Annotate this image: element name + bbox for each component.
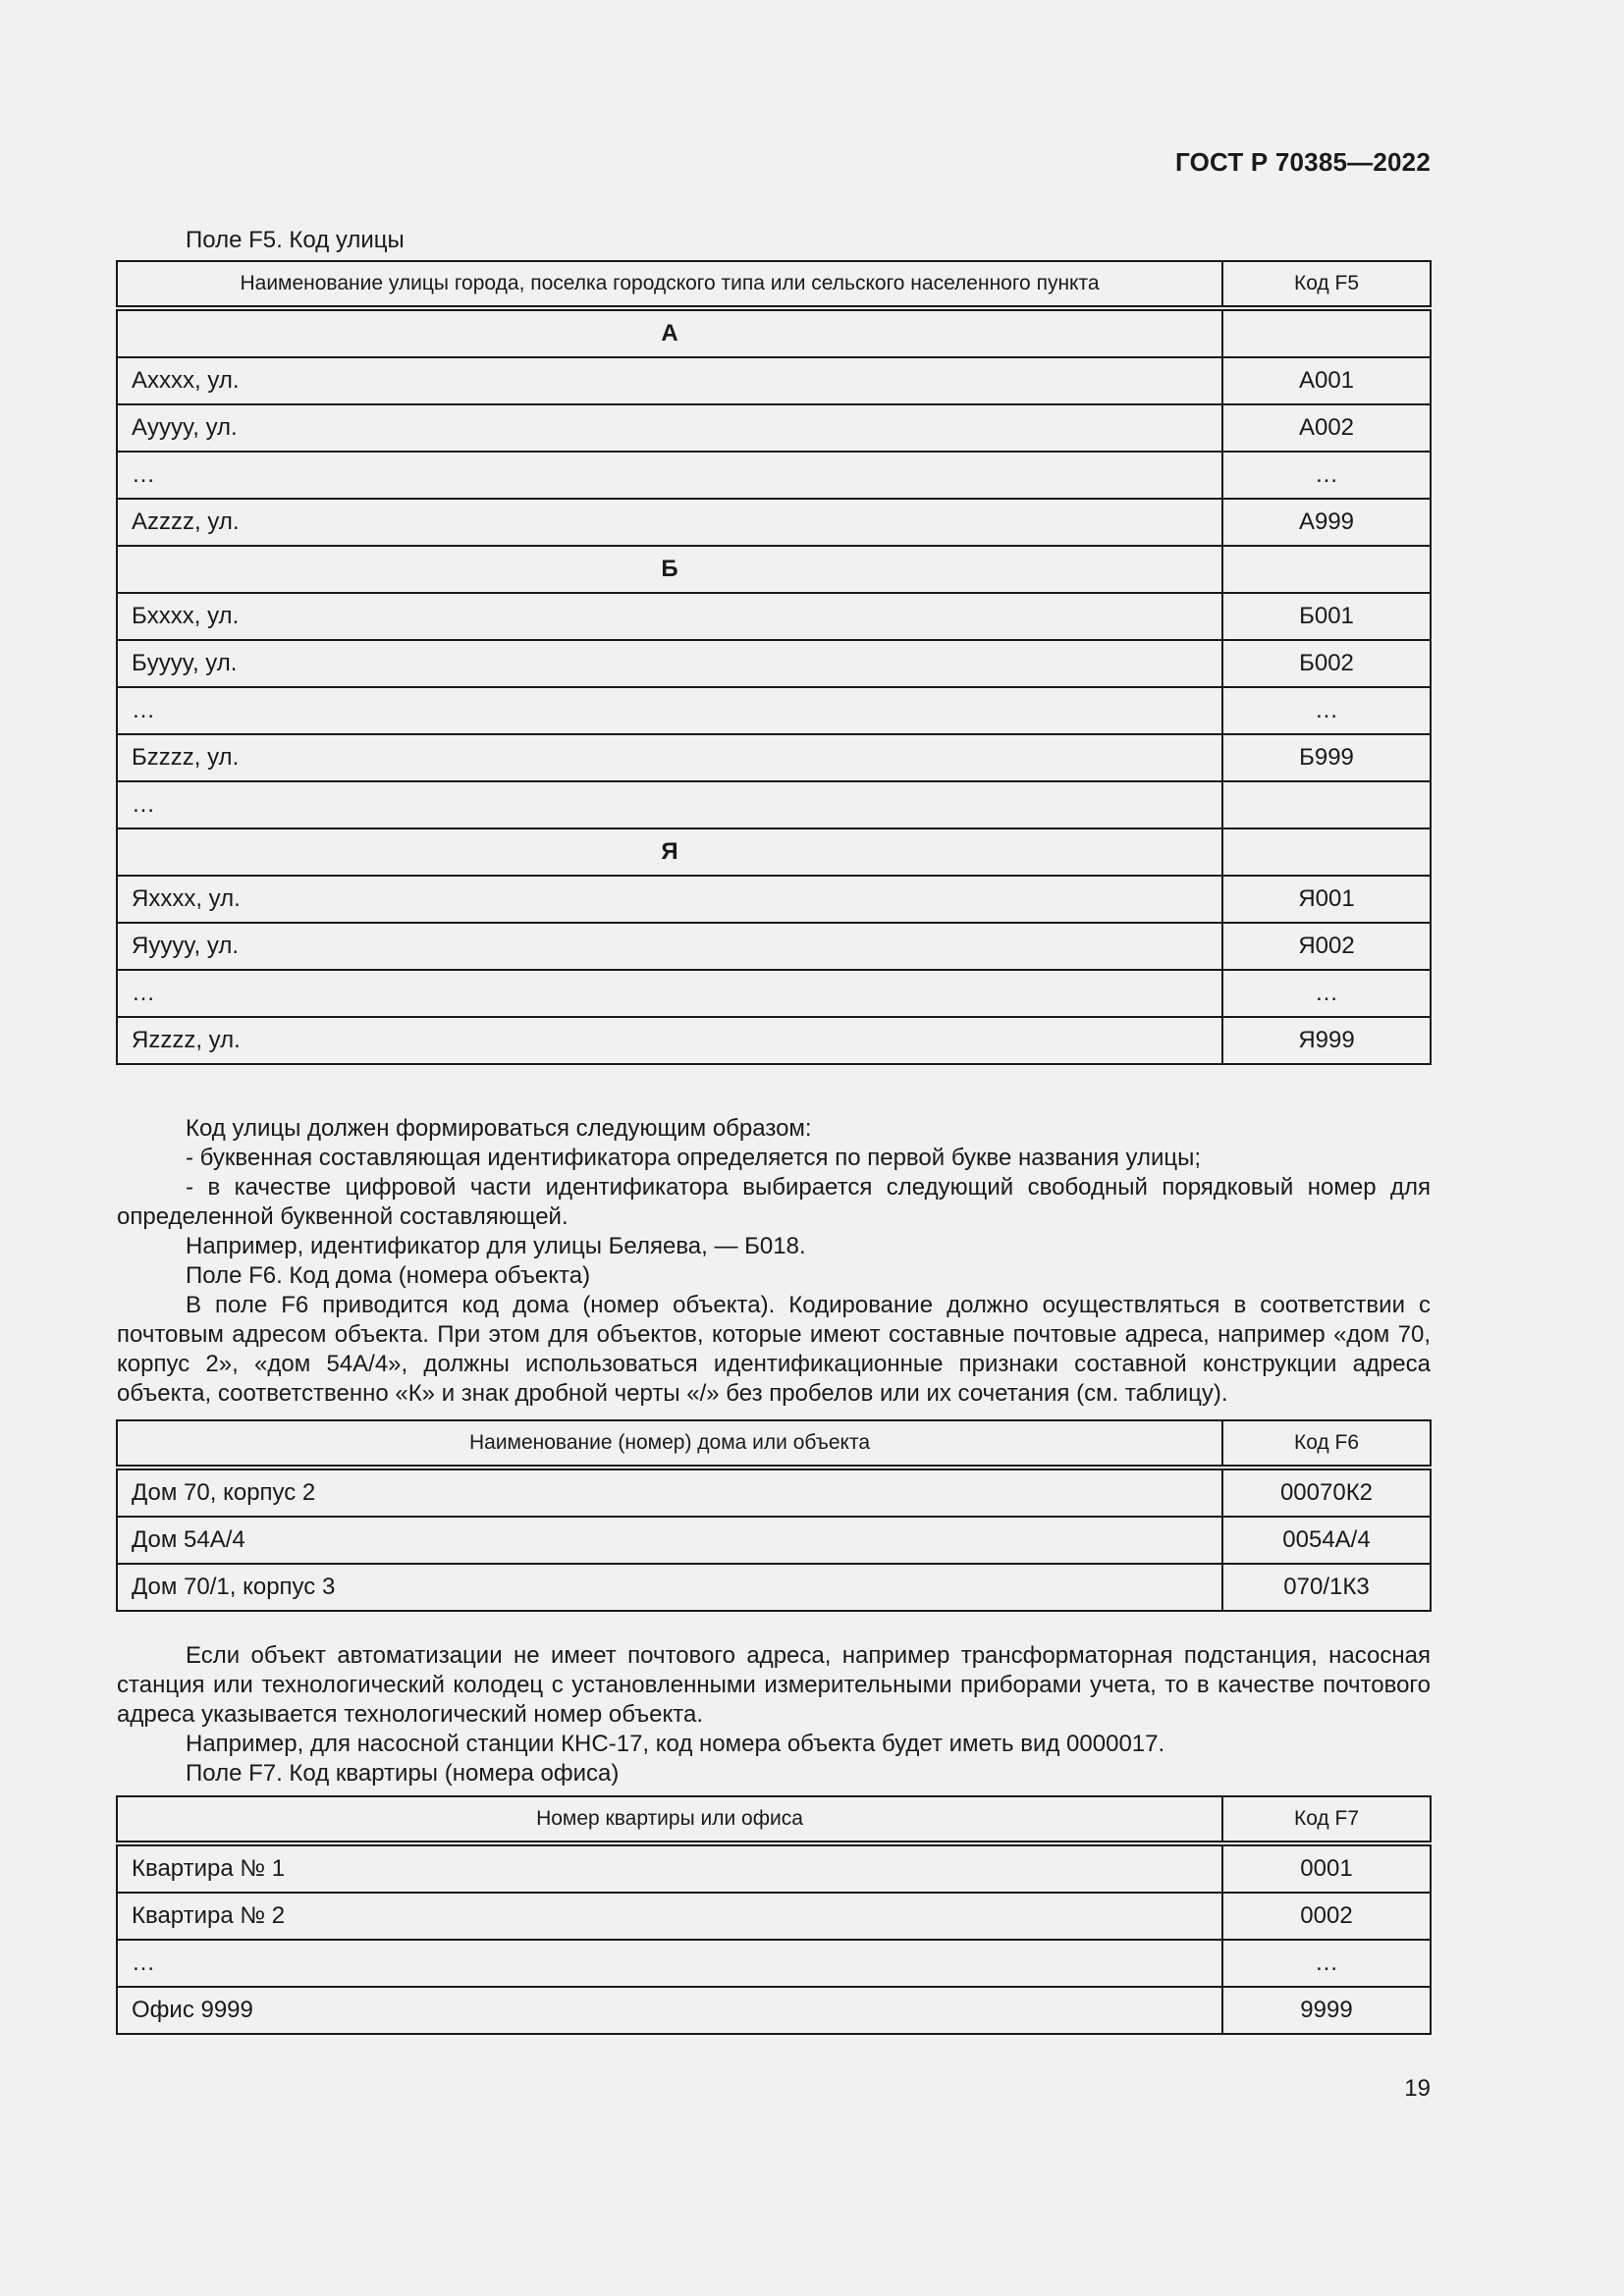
table-row — [117, 1468, 1431, 1517]
name-cell: Офис 9999 — [117, 1987, 1222, 2034]
code-cell: Б001 — [1222, 593, 1431, 640]
column-header-code: Код F7 — [1222, 1796, 1431, 1843]
letter-group-row — [117, 546, 1431, 593]
field-f7-label: Поле F7. Код квартиры (номера офиса) — [186, 1760, 620, 1787]
code-cell: … — [1222, 452, 1431, 499]
table-row — [117, 1893, 1431, 1940]
table-header-row — [117, 1420, 1431, 1468]
code-cell: 070/1К3 — [1222, 1564, 1431, 1611]
table-row — [117, 499, 1431, 546]
code-cell: 0001 — [1222, 1843, 1431, 1893]
column-header-code: Код F5 — [1222, 261, 1431, 308]
table-row — [117, 876, 1431, 923]
table-row — [117, 404, 1431, 452]
column-header-name: Номер квартиры или офиса — [117, 1796, 1222, 1843]
column-header-name: Наименование улицы города, поселка городского типа или сельского населенного пункта — [117, 261, 1222, 308]
code-cell: … — [1222, 970, 1431, 1017]
code-cell: … — [1222, 687, 1431, 734]
name-cell: Бxxxx, ул. — [117, 593, 1222, 640]
name-cell: Яzzzz, ул. — [117, 1017, 1222, 1064]
name-cell: Бyyyy, ул. — [117, 640, 1222, 687]
code-cell: 0002 — [1222, 1893, 1431, 1940]
column-header-name: Наименование (номер) дома или объекта — [117, 1420, 1222, 1468]
table-header-row — [117, 261, 1431, 308]
code-cell: Б999 — [1222, 734, 1431, 781]
table-row — [117, 1517, 1431, 1564]
code-cell — [1222, 781, 1431, 828]
code-cell: 0054А/4 — [1222, 1517, 1431, 1564]
table-row — [117, 970, 1431, 1017]
table-row — [117, 687, 1431, 734]
name-cell: … — [117, 1940, 1222, 1987]
apartment-code-table — [116, 1795, 1432, 2035]
code-cell: А002 — [1222, 404, 1431, 452]
table-row — [117, 1940, 1431, 1987]
table-row — [117, 734, 1431, 781]
table-row — [117, 593, 1431, 640]
code-cell: 00070К2 — [1222, 1468, 1431, 1517]
paragraph-no-address: Если объект автоматизации не имеет почтового адреса, например трансформаторная подстанция, насосная станция или технологический колодец с установленными измерительными приборами учета, то в качестве почтового адреса указывается технологический номер объекта. — [117, 1642, 1431, 1728]
name-cell: Яyyyy, ул. — [117, 923, 1222, 970]
name-cell: Дом 70/1, корпус 3 — [117, 1564, 1222, 1611]
name-cell: … — [117, 970, 1222, 1017]
name-cell: Дом 54А/4 — [117, 1517, 1222, 1564]
paragraph-example-f5: Например, идентификатор для улицы Беляева, — Б018. — [186, 1233, 806, 1259]
table-row — [117, 1564, 1431, 1611]
code-cell: Б002 — [1222, 640, 1431, 687]
table-row — [117, 1017, 1431, 1064]
letter-heading: А — [117, 308, 1222, 357]
column-header-code: Код F6 — [1222, 1420, 1431, 1468]
code-cell — [1222, 828, 1431, 876]
name-cell: Аzzzz, ул. — [117, 499, 1222, 546]
name-cell: Квартира № 1 — [117, 1843, 1222, 1893]
page-number: 19 — [1404, 2075, 1431, 2102]
name-cell: … — [117, 452, 1222, 499]
table-row — [117, 923, 1431, 970]
name-cell: Аyyyy, ул. — [117, 404, 1222, 452]
street-code-table — [116, 260, 1432, 1065]
paragraph-letter-part: - буквенная составляющая идентификатора определяется по первой букве названия улицы; — [186, 1145, 1202, 1171]
name-cell: Яxxxx, ул. — [117, 876, 1222, 923]
table-row — [117, 452, 1431, 499]
letter-group-row — [117, 308, 1431, 357]
letter-heading: Я — [117, 828, 1222, 876]
code-cell — [1222, 308, 1431, 357]
house-code-table — [116, 1419, 1432, 1612]
code-cell — [1222, 546, 1431, 593]
name-cell: … — [117, 781, 1222, 828]
code-cell: Я002 — [1222, 923, 1431, 970]
field-f5-label: Поле F5. Код улицы — [186, 227, 405, 253]
table-row — [117, 1843, 1431, 1893]
code-cell: Я999 — [1222, 1017, 1431, 1064]
paragraph-number-part: - в качестве цифровой части идентификатора выбирается следующий свободный порядковый номер для определенной буквенной составляющей. — [117, 1174, 1431, 1230]
table-row — [117, 357, 1431, 404]
table-header-row — [117, 1796, 1431, 1843]
code-cell: 9999 — [1222, 1987, 1431, 2034]
code-cell: … — [1222, 1940, 1431, 1987]
code-cell: А999 — [1222, 499, 1431, 546]
name-cell: … — [117, 687, 1222, 734]
letter-heading: Б — [117, 546, 1222, 593]
paragraph-f6-description: В поле F6 приводится код дома (номер объекта). Кодирование должно осуществляться в соответствии с почтовым адресом объекта. При этом для объектов, которые имеют составные почтовые адреса, например «дом 70, корпус 2», «дом 54А/4», должны использоваться идентификационные признаки составной конструкции адреса объекта, соответственно «К» и знак дробной черты «/» без пробелов или их сочетания (см. таблицу). — [117, 1292, 1431, 1407]
paragraph-example-f6: Например, для насосной станции КНС-17, код номера объекта будет иметь вид 0000017. — [186, 1731, 1165, 1757]
name-cell: Дом 70, корпус 2 — [117, 1468, 1222, 1517]
table-row — [117, 781, 1431, 828]
paragraph-street-code-intro: Код улицы должен формироваться следующим образом: — [186, 1115, 812, 1142]
table-row — [117, 1987, 1431, 2034]
name-cell: Аxxxx, ул. — [117, 357, 1222, 404]
name-cell: Квартира № 2 — [117, 1893, 1222, 1940]
field-f6-label: Поле F6. Код дома (номера объекта) — [186, 1262, 591, 1289]
letter-group-row — [117, 828, 1431, 876]
code-cell: Я001 — [1222, 876, 1431, 923]
table-row — [117, 640, 1431, 687]
document-header: ГОСТ Р 70385—2022 — [1175, 147, 1431, 177]
name-cell: Бzzzz, ул. — [117, 734, 1222, 781]
code-cell: А001 — [1222, 357, 1431, 404]
